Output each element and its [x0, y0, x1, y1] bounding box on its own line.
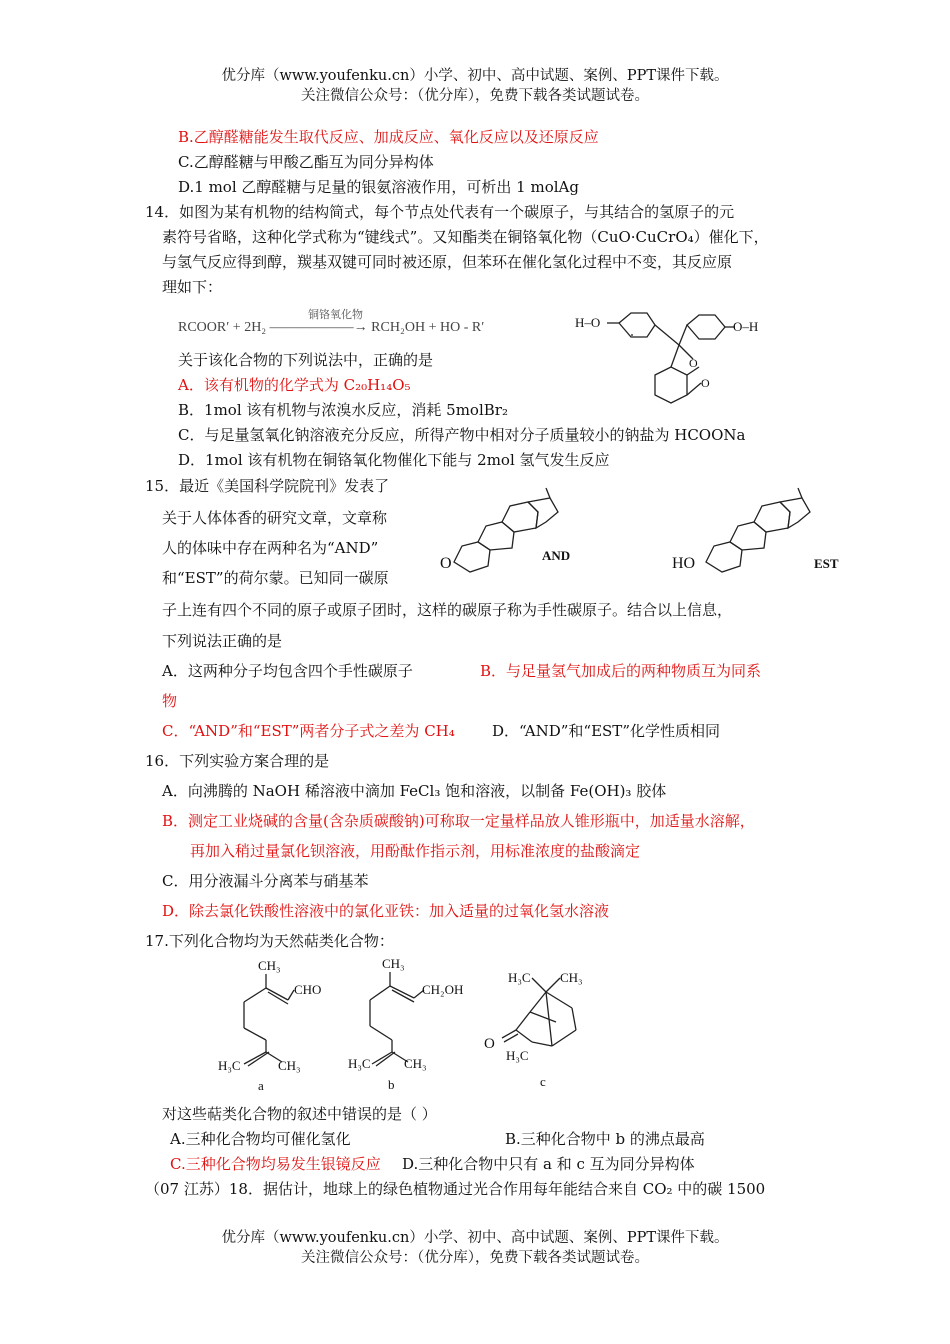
terpene-c-label: O: [484, 1036, 495, 1052]
q14-stem-2: 素符号省略，这种化学式称为“键线式”。又知酯类在铜铬氧化物（CuO·CuCrO₄）催化下，: [162, 228, 769, 246]
q15-stem-3: 人的体味中存在两种名为“AND”: [162, 539, 379, 557]
terpene-c-label: H₃C: [508, 970, 531, 985]
and-ring-d: [528, 498, 558, 528]
terpene-b-tag: b: [388, 1077, 395, 1092]
q14-option-d: D．1mol 该有机物在铜铬氧化物催化下能与 2mol 氢气发生反应: [178, 451, 610, 469]
terpene-c-label: CH₃: [560, 970, 583, 985]
est-label: EST: [814, 556, 839, 571]
q14-benzo-ring: [655, 367, 687, 403]
header-line-1: 优分库（www.youfenku.cn）小学、初中、高中试题、案例、PPT课件下载。: [221, 68, 729, 84]
est-structure: [672, 488, 852, 578]
terpene-a-label: CH₃: [278, 1058, 301, 1073]
terpene-b-label: CH₃: [382, 956, 405, 971]
terpene-b-label: H₃C: [348, 1056, 371, 1071]
est-ring-d: [780, 498, 810, 528]
q16-option-c: C．用分液漏斗分离苯与硝基苯: [162, 872, 369, 890]
q15-option-d: D．“AND”和“EST”化学性质相同: [492, 722, 720, 740]
q17-stem: 17.下列化合物均为天然萜类化合物：: [145, 932, 394, 950]
q17-question: 对这些萜类化合物的叙述中错误的是（ ）: [162, 1105, 437, 1123]
and-struct-label: O: [440, 555, 452, 572]
q14-struct-label: O: [689, 356, 698, 370]
est-ring-b: [730, 522, 766, 550]
q14-stem-4: 理如下：: [162, 278, 223, 296]
q17-option-a: A.三种化合物均可催化氢化: [170, 1130, 351, 1148]
est-struct-label: HO: [672, 555, 696, 572]
q14-stem-1: 14．如图为某有机物的结构简式，每个节点处代表有一个碳原子，与其结合的氢原子的元: [145, 203, 735, 221]
terpene-a-structure: [218, 952, 348, 1092]
q14-question: 关于该化合物的下列说法中，正确的是: [178, 351, 434, 369]
terpene-a-label: H₃C: [218, 1058, 241, 1073]
q13-option-d: D.1 mol 乙醇醛糖与足量的银氨溶液作用，可析出 1 molAg: [178, 178, 579, 196]
q16-option-b: B．测定工业烧碱的含量(含杂质碳酸钠)可称取一定量样品放人锥形瓶中，加适量水溶解，: [162, 812, 755, 830]
q17-option-b: B.三种化合物中 b 的沸点最高: [505, 1130, 705, 1148]
q14-struct-label: H–O: [575, 315, 601, 330]
terpene-c-tag: c: [540, 1074, 546, 1089]
q15-option-b: B．与足量氢气加成后的两种物质互为同系: [480, 662, 762, 680]
q15-option-b-cont: 物: [162, 692, 178, 710]
footer-line-2: 关注微信公众号：（优分库），免费下载各类试题试卷。: [301, 1250, 649, 1266]
q14-left-phenyl-ring: [619, 313, 655, 337]
q14-option-a: A．该有机物的化学式为 C₂₀H₁₄O₅: [178, 376, 411, 394]
q14-right-phenyl-ring: [687, 315, 725, 339]
footer-line-1: 优分库（www.youfenku.cn）小学、初中、高中试题、案例、PPT课件下载。: [221, 1230, 729, 1246]
and-structure: [440, 488, 630, 578]
q14-option-c: C．与足量氢氧化钠溶液充分反应，所得产物中相对分子质量较小的钠盐为 HCOONa: [178, 426, 746, 444]
q14-struct-label: O: [701, 376, 710, 390]
q16-option-b-cont: 再加入稍过量氯化钡溶液，用酚酞作指示剂，用标准浓度的盐酸滴定: [190, 842, 641, 860]
terpene-b-label: CH₃: [404, 1056, 427, 1071]
q13-option-b: B.乙醇醛糖能发生取代反应、加成反应、氧化反应以及还原反应: [178, 128, 599, 146]
q17-option-c: C.三种化合物均易发生银镜反应: [170, 1155, 381, 1173]
q18-stem: （07 江苏）18．据估计，地球上的绿色植物通过光合作用每年能结合来自 CO₂ 中的碳 1500: [145, 1180, 766, 1198]
header-line-2: 关注微信公众号：（优分库），免费下载各类试题试卷。: [301, 88, 649, 104]
q14-struct-label: O–H: [733, 319, 759, 334]
terpene-b-structure: [348, 952, 498, 1092]
and-ring-b: [478, 522, 514, 550]
terpene-c-label: H₃C: [506, 1048, 529, 1063]
terpene-c-structure: [480, 958, 600, 1088]
q15-option-a: A．这两种分子均包含四个手性碳原子: [162, 662, 413, 680]
terpene-a-tag: a: [258, 1078, 264, 1093]
q15-stem-2: 关于人体体香的研究文章，文章称: [162, 509, 388, 527]
q14-stem-3: 与氢气反应得到醇，羰基双键可同时被还原，但苯环在催化氢化过程中不变，其反应原: [162, 253, 733, 271]
q14-option-b: B．1mol 该有机物与浓溴水反应，消耗 5molBr₂: [178, 401, 508, 419]
terpene-a-label: CHO: [294, 982, 322, 997]
q16-option-d: D．除去氯化铁酸性溶液中的氯化亚铁：加入适量的过氧化氢水溶液: [162, 902, 610, 920]
q15-option-c: C．“AND”和“EST”两者分子式之差为 CH₄: [162, 722, 455, 740]
q14-reaction-equation: RCOOR′ + 2H₂ ——————→ RCH₂OH + HO - R′: [178, 320, 485, 335]
q15-stem-4: 和“EST”的荷尔蒙。已知同一碳原: [162, 569, 389, 587]
q13-option-c: C.乙醇醛糖与甲酸乙酯互为同分异构体: [178, 153, 434, 171]
q16-option-a: A．向沸腾的 NaOH 稀溶液中滴加 FeCl₃ 饱和溶液，以制备 Fe(OH)₃ 胶体: [162, 782, 667, 800]
and-label: AND: [542, 548, 571, 563]
q14-catalyst-label: 铜铬氧化物: [308, 308, 363, 321]
terpene-b-label: CH₂OH: [422, 982, 464, 997]
q14-structure: [575, 305, 775, 420]
q15-stem-6: 下列说法正确的是: [162, 632, 283, 650]
terpene-a-label: CH₃: [258, 958, 281, 973]
q15-stem-1: 15．最近《美国科学院院刊》发表了: [145, 477, 390, 495]
q15-stem-5: 子上连有四个不同的原子或原子团时，这样的碳原子称为手性碳原子。结合以上信息，: [162, 601, 733, 619]
q16-stem: 16．下列实验方案合理的是: [145, 752, 330, 770]
q17-option-d: D.三种化合物中只有 a 和 c 互为同分异构体: [402, 1155, 695, 1173]
